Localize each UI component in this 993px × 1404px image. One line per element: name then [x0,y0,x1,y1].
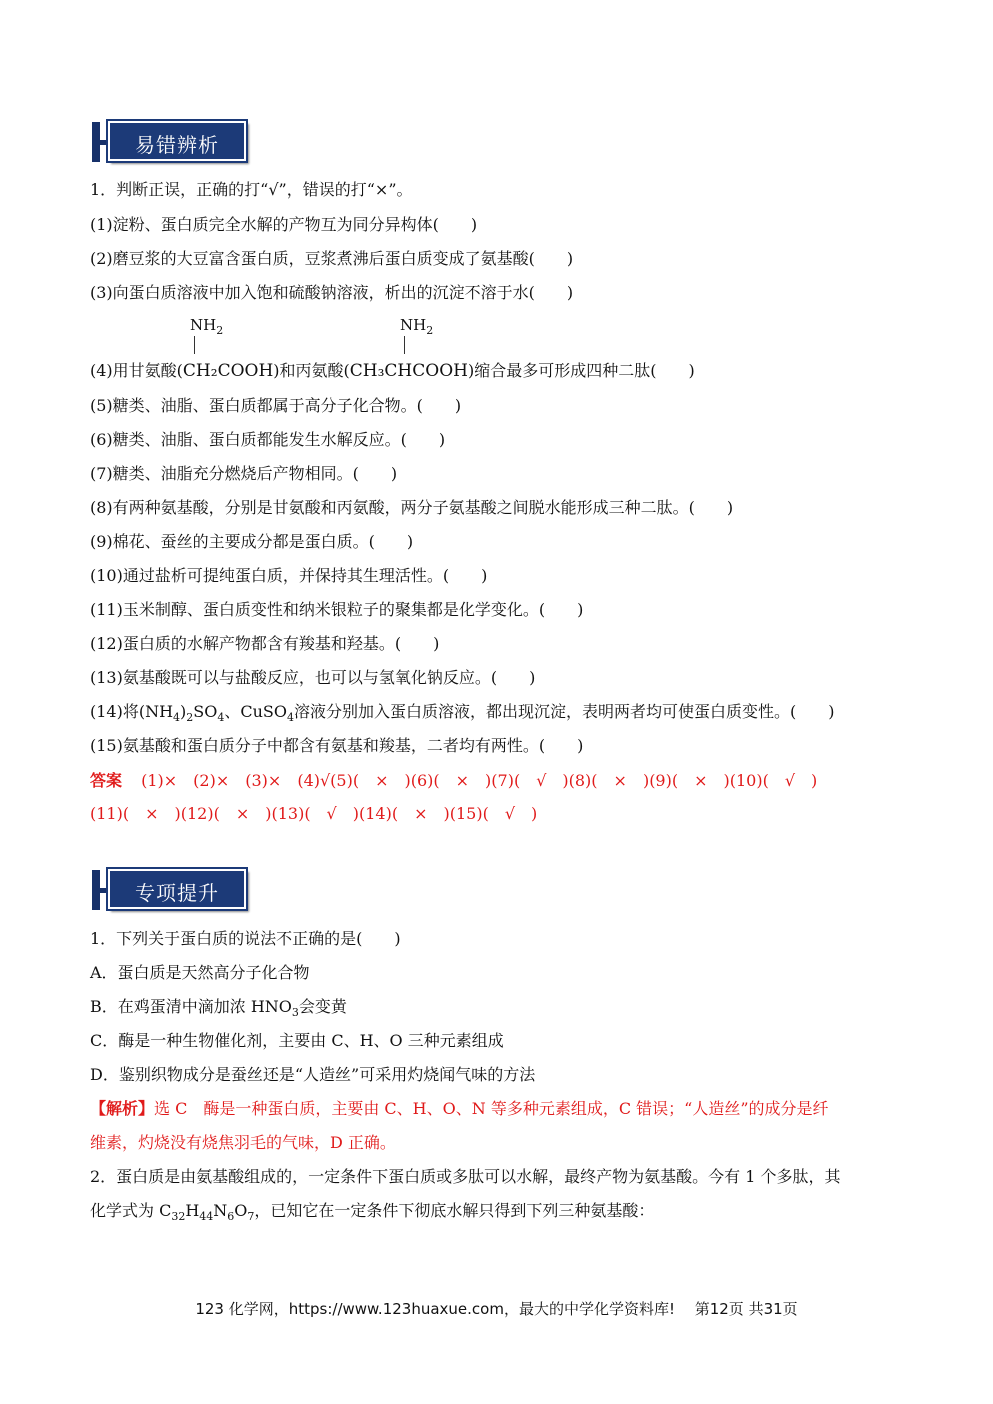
heading-box [108,869,246,909]
item-13: (13)氨基酸既可以与盐酸反应，也可以与氢氧化钠反应。( ) [90,668,536,687]
alanine-amino-group: $NH_2$ [400,316,434,337]
option-c: C．酶是一种生物催化剂，主要由 C、H、O 三种元素组成 [90,1031,504,1050]
alanine-bond-line [404,336,405,354]
item-10: (10)通过盐析可提纯蛋白质，并保持其生理活性。( ) [90,566,488,585]
item-8: (8)有两种氨基酸，分别是甘氨酸和丙氨酸，两分子氨基酸之间脱水能形成三种二肽。( ) [90,498,734,517]
item-1: (1)淀粉、蛋白质完全水解的产物互为同分异构体( ) [90,215,478,234]
question-2-line-1: 2．蛋白质是由氨基酸组成的，一定条件下蛋白质或多肽可以水解，最终产物为氨基酸。今有 1 个多肽，其 [90,1167,841,1186]
item-6: (6)糖类、油脂、蛋白质都能发生水解反应。( ) [90,430,446,449]
item-2: (2)磨豆浆的大豆富含蛋白质，豆浆煮沸后蛋白质变成了氨基酸( ) [90,249,574,268]
item-4-middle: )和丙氨酸( [273,361,350,380]
item-4-suffix: )缩合最多可形成四种二肽( ) [467,361,695,380]
heading-bar [92,122,100,162]
answer-line-1 [90,770,817,792]
question-1: 1．下列关于蛋白质的说法不正确的是( ) [90,929,401,948]
heading-label: 专项提升 [135,881,219,905]
section-heading-practice [92,869,250,913]
page-footer: 123 化学网，https://www.123huaxue.com，最大的中学化学资料库! 第12页 共31页 [195,1300,798,1318]
glycine-bond-line [194,336,195,354]
item-3: (3)向蛋白质溶液中加入饱和硫酸钠溶液，析出的沉淀不溶于水( ) [90,283,574,302]
glycine-amino-group: $NH_2$ [190,316,224,337]
item-4-prefix: (4)用甘氨酸( [90,361,183,380]
answer-label: 答案 [90,771,123,790]
item-4 [90,360,695,382]
heading-label: 易错辨析 [135,133,219,157]
option-a: A．蛋白质是天然高分子化合物 [90,963,310,982]
alanine-chain: CH₃CHCOOH [349,361,468,381]
item-11: (11)玉米制醇、蛋白质变性和纳米银粒子的聚集都是化学变化。( ) [90,600,584,619]
analysis-line-2: 维素，灼烧没有烧焦羽毛的气味，D 正确。 [90,1133,396,1152]
analysis-text-1: 选 C 酶是一种蛋白质，主要由 C、H、O、N 等多种元素组成，C 错误；“人造丝”的成分是纤 [154,1099,829,1118]
analysis-label: 【解析】 [90,1099,155,1118]
item-9: (9)棉花、蚕丝的主要成分都是蛋白质。( ) [90,532,414,551]
answer-values-1: (1)× (2)× (3)× (4)√(5)( × )(6)( × )(7)( √ )(8)( × )(9)( × )(10)( √ ) [141,771,818,790]
question-intro: 1．判断正误，正确的打“√”，错误的打“×”。 [90,180,413,199]
question-2-line-2: 化学式为 $C_{32}H_{44}N_6O_7$，已知它在一定条件下彻底水解只得到下列三种氨基酸： [90,1201,655,1223]
item-14: (14)将$(NH_4)_2SO_4$、CuSO$_4$溶液分别加入蛋白质溶液，都出现沉淀，表明两者均可使蛋白质变性。( ) [90,702,835,724]
answer-line-2: (11)( × )(12)( × )(13)( √ )(14)( × )(15)( √ ) [90,804,538,823]
item-5: (5)糖类、油脂、蛋白质都属于高分子化合物。( ) [90,396,462,415]
heading-bar [92,870,100,910]
item-12: (12)蛋白质的水解产物都含有羧基和羟基。( ) [90,634,440,653]
glycine-chain: CH₂COOH [182,361,274,381]
item-15: (15)氨基酸和蛋白质分子中都含有氨基和羧基，二者均有两性。( ) [90,736,584,755]
item-7: (7)糖类、油脂充分燃烧后产物相同。( ) [90,464,398,483]
option-b: B．在鸡蛋清中滴加浓 $HNO_3$会变黄 [90,997,347,1019]
heading-box [108,121,246,161]
section-heading-mistakes [92,121,250,165]
option-d: D．鉴别织物成分是蚕丝还是“人造丝”可采用灼烧闻气味的方法 [90,1065,536,1084]
analysis-line-1 [90,1098,829,1120]
